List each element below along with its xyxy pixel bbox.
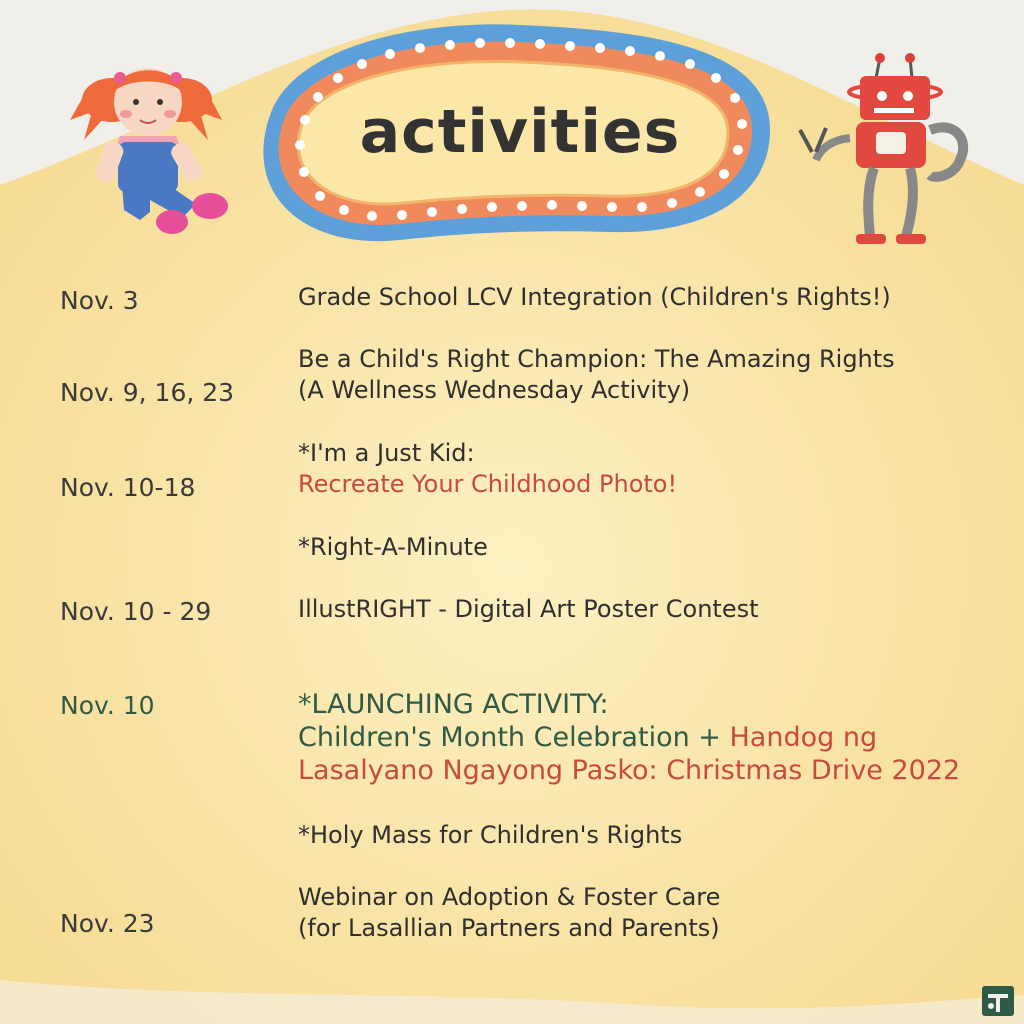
activity-line: Webinar on Adoption & Foster Care bbox=[298, 883, 721, 911]
activity-line: *I'm a Just Kid: bbox=[298, 439, 475, 467]
activity-date: Nov. 3 bbox=[60, 286, 139, 315]
activity-line: Grade School LCV Integration (Children's Rights!) bbox=[298, 283, 891, 311]
christmas-drive-line: Lasalyano Ngayong Pasko: Christmas Drive 2022 bbox=[298, 755, 961, 786]
activity-line: (A Wellness Wednesday Activity) bbox=[298, 376, 691, 404]
page-title: activities bbox=[359, 97, 681, 167]
activity-description bbox=[298, 282, 891, 313]
activity-line: IllustRIGHT - Digital Art Poster Contest bbox=[298, 595, 759, 623]
activity-date: Nov. 23 bbox=[60, 909, 155, 938]
activity-highlight: Recreate Your Childhood Photo! bbox=[298, 470, 678, 498]
activity-description bbox=[298, 688, 960, 787]
activity-description bbox=[298, 532, 488, 563]
christmas-drive-text: Handog ng bbox=[729, 722, 878, 753]
activity-line: *Right-A-Minute bbox=[298, 533, 488, 561]
activity-description bbox=[298, 594, 759, 625]
activity-line: (for Lasallian Partners and Parents) bbox=[298, 914, 720, 942]
activity-description bbox=[298, 438, 677, 500]
activity-description bbox=[298, 820, 682, 851]
activity-date: Nov. 10 bbox=[60, 691, 155, 720]
activity-description bbox=[298, 882, 720, 944]
celebration-text: Children's Month Celebration + bbox=[298, 722, 730, 753]
activity-line: Be a Child's Right Champion: The Amazing Rights bbox=[298, 345, 895, 373]
organization-logo bbox=[980, 982, 1016, 1018]
activity-line: *Holy Mass for Children's Rights bbox=[298, 821, 683, 849]
activity-date: Nov. 10-18 bbox=[60, 473, 196, 502]
activity-description bbox=[298, 344, 895, 406]
launch-heading: *LAUNCHING ACTIVITY: bbox=[298, 689, 609, 720]
activity-date: Nov. 9, 16, 23 bbox=[60, 378, 235, 407]
activity-date: Nov. 10 - 29 bbox=[60, 597, 212, 626]
